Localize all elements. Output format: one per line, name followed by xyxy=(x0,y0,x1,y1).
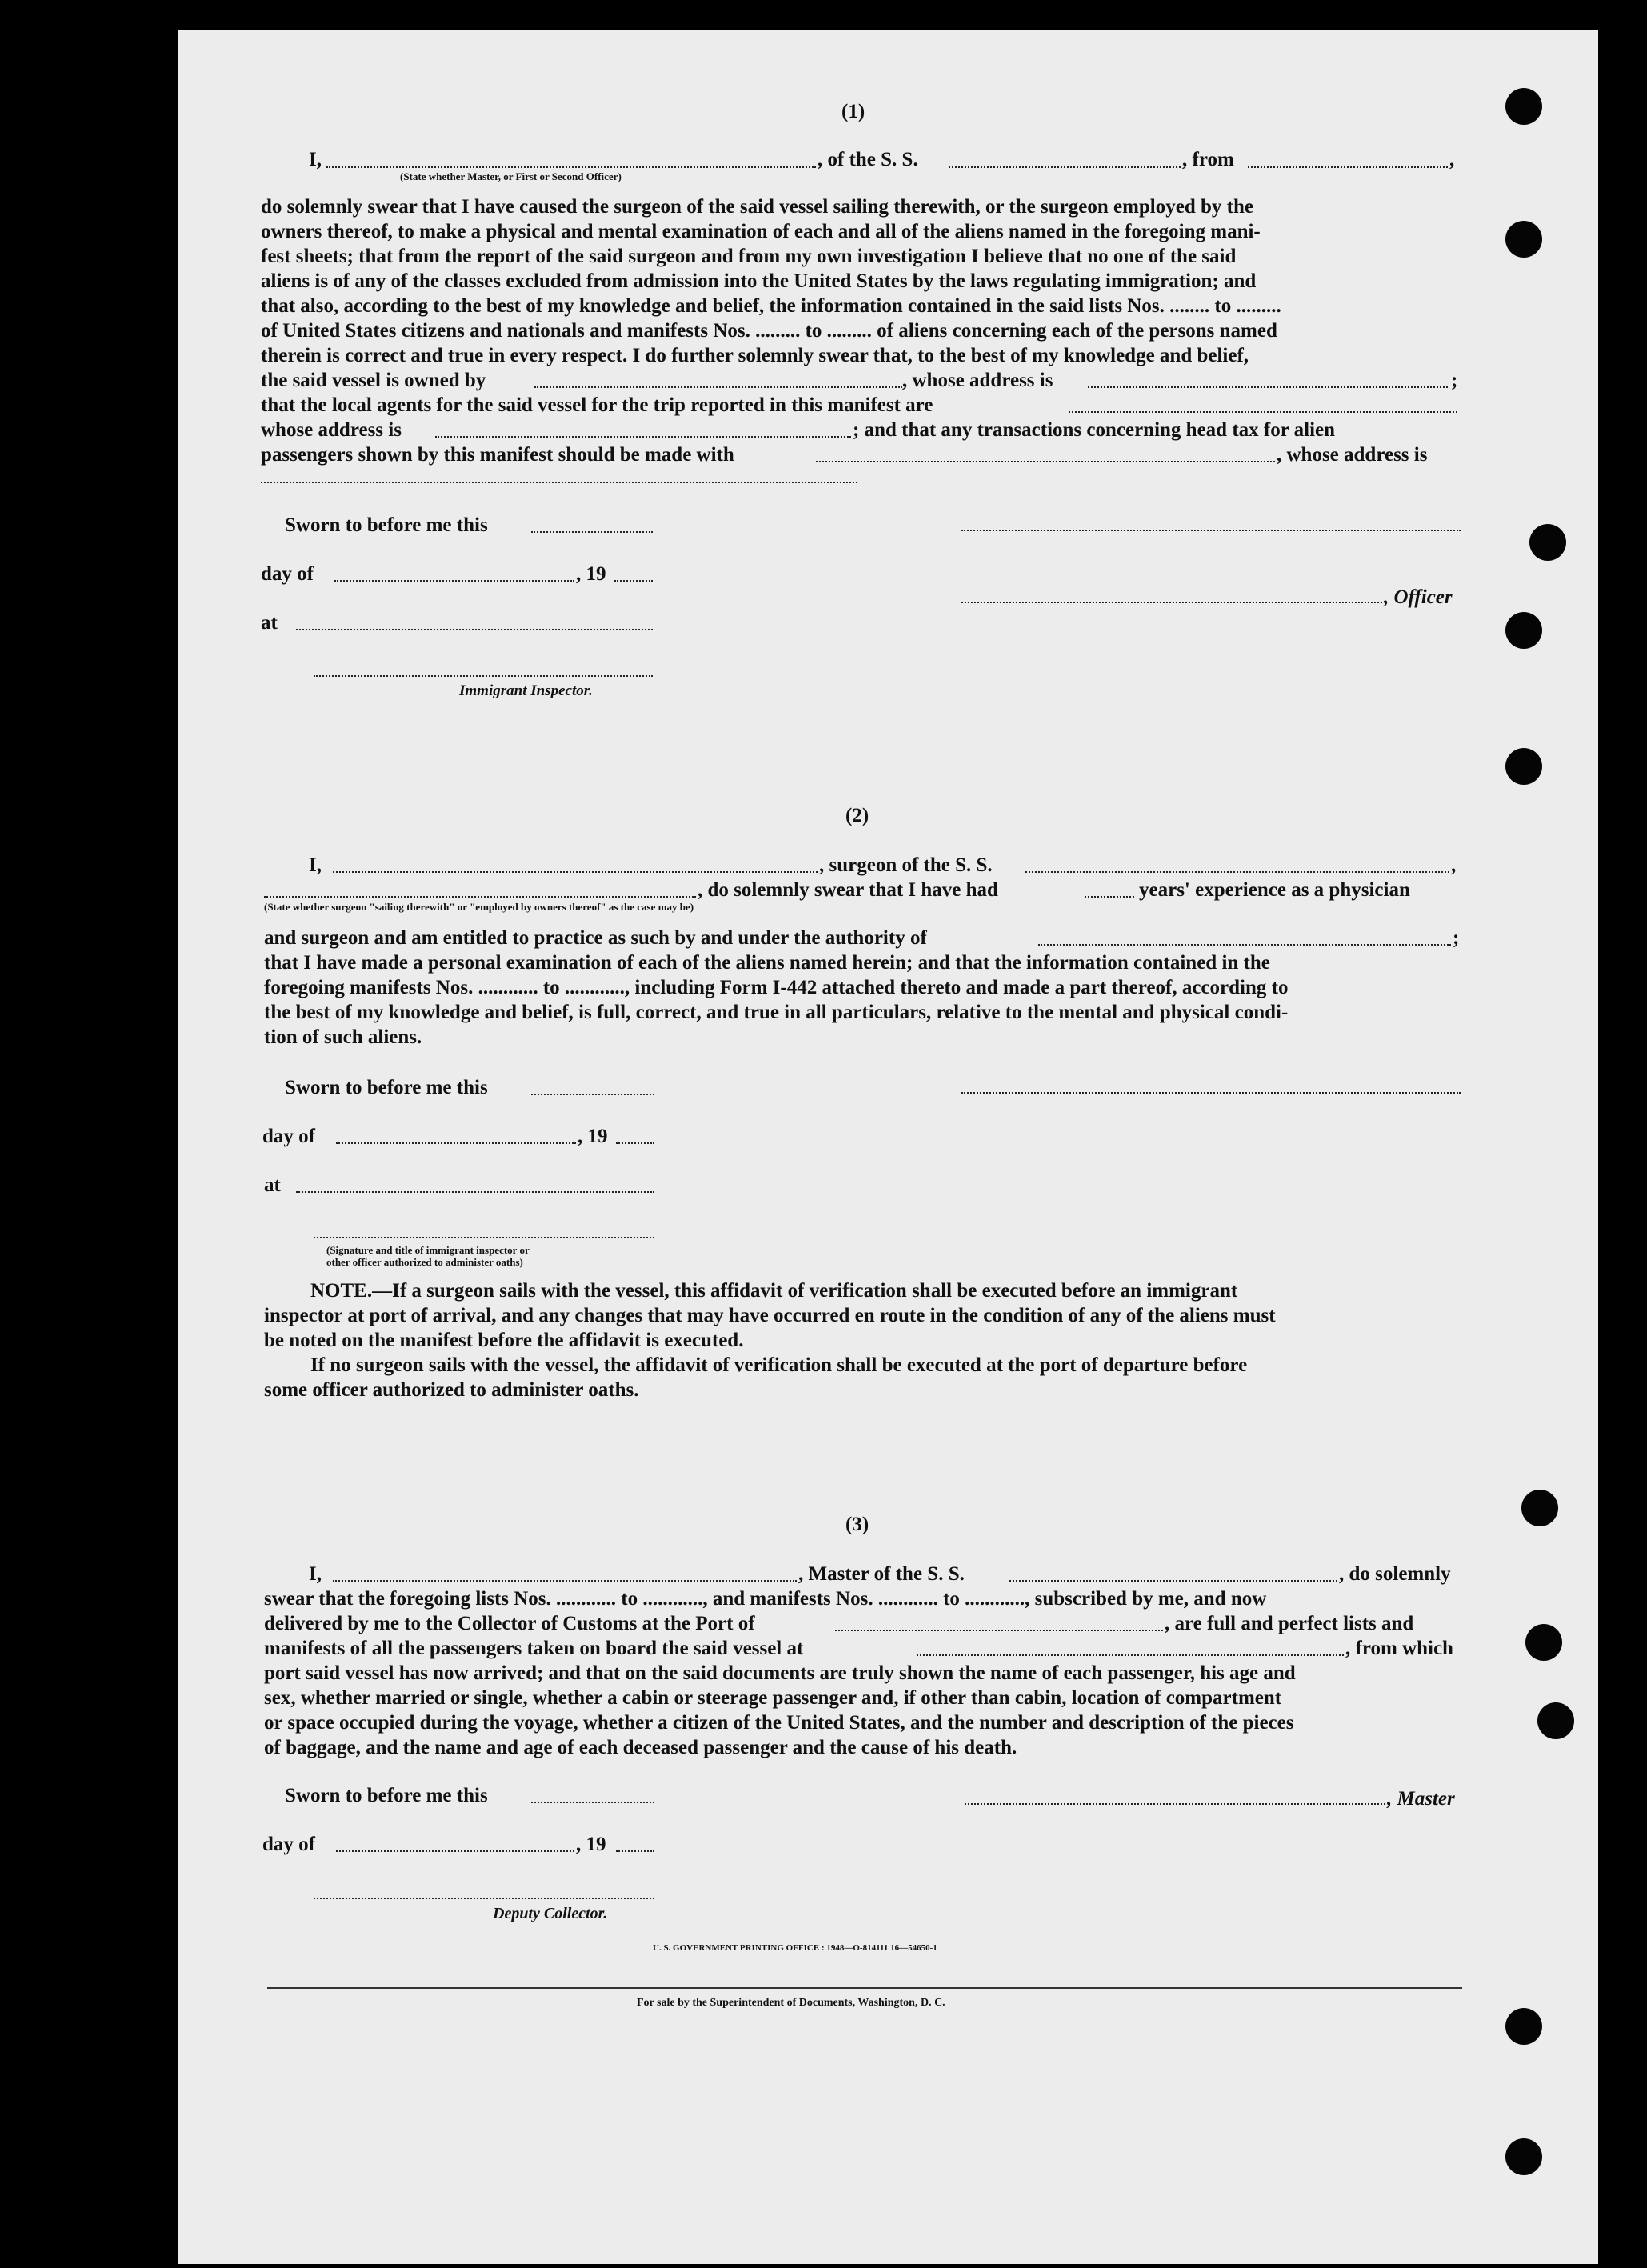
surgeon-type-field[interactable] xyxy=(264,896,696,898)
surgeon-of-label: , surgeon of the S. S. xyxy=(819,854,993,876)
sworn-day-field[interactable] xyxy=(531,1094,654,1095)
section1-line-7: therein is correct and true in every respect. I do further solemnly swear that, to the best of my knowledge and belief, xyxy=(261,345,1249,366)
local-agents-label: that the local agents for the said vessel for the trip reported in this manifest are xyxy=(261,394,933,416)
section3-line-1: swear that the foregoing lists Nos. ............ to ............, and manifests Nos. ............ to ............, subscribed by me, and now xyxy=(264,1588,1267,1610)
sworn-label: Sworn to before me this xyxy=(285,1785,488,1806)
punch-hole xyxy=(1529,524,1566,561)
note-line-4: If no surgeon sails with the vessel, the affidavit of verification shall be executed at the port of departure before xyxy=(310,1354,1248,1376)
sworn-label: Sworn to before me this xyxy=(285,1077,488,1098)
punch-hole xyxy=(1505,748,1542,785)
sworn-day-field[interactable] xyxy=(531,1802,654,1803)
punch-hole xyxy=(1505,221,1542,258)
punch-hole xyxy=(1537,1702,1574,1739)
sworn-month-field[interactable] xyxy=(336,1850,574,1852)
at-label: at xyxy=(261,612,278,634)
section2-line-3: the best of my knowledge and belief, is full, correct, and true in all particulars, relative to the mental and physical condi- xyxy=(264,1002,1289,1023)
punch-hole xyxy=(1525,1624,1562,1661)
collector-port-label: delivered by me to the Collector of Customs at the Port of xyxy=(264,1613,755,1634)
officer-label: , Officer xyxy=(1384,586,1453,608)
sworn-month-field[interactable] xyxy=(336,1142,576,1144)
head-tax-party-field[interactable] xyxy=(816,461,1275,462)
year-label: , 19 xyxy=(576,1834,606,1855)
sworn-year-field[interactable] xyxy=(616,1850,654,1852)
section3-line-5: sex, whether married or single, whether a cabin or steerage passenger and, if other than cabin, location of compartment xyxy=(264,1687,1282,1709)
officer-title-line[interactable] xyxy=(961,602,1382,603)
deputy-signature-line[interactable] xyxy=(314,1898,654,1899)
sworn-place-field[interactable] xyxy=(296,1191,654,1193)
master-signature-line[interactable] xyxy=(965,1803,1385,1805)
year-label: , 19 xyxy=(578,1126,608,1147)
punch-hole xyxy=(1505,88,1542,125)
semicolon: ; xyxy=(1451,370,1458,391)
surgeon-ship-field[interactable] xyxy=(1025,871,1449,873)
agent-address-label: whose address is xyxy=(261,419,402,441)
surgeon-type-note: (State whether surgeon "sailing therewith" or "employed by owners thereof" as the case may be) xyxy=(264,901,694,913)
at-label: at xyxy=(264,1174,281,1196)
inspector-signature-line[interactable] xyxy=(314,1237,654,1238)
section3-line-6: or space occupied during the voyage, whether a citizen of the United States, and the number and description of the pieces xyxy=(264,1712,1294,1734)
punch-hole xyxy=(1505,2008,1542,2045)
note-line-3: be noted on the manifest before the affidavit is executed. xyxy=(264,1330,744,1351)
day-of-label: day of xyxy=(262,1126,315,1147)
authority-field[interactable] xyxy=(1038,944,1451,946)
section1-line-4: aliens is of any of the classes excluded from admission into the United States by the laws regulating immigration; and xyxy=(261,270,1257,292)
section1-line-3: fest sheets; that from the report of the said surgeon and from my own investigation I believe that no one of the said xyxy=(261,246,1237,267)
owner-address-field[interactable] xyxy=(1088,386,1448,388)
master-label: , Master xyxy=(1387,1788,1455,1810)
section1-intro: I, xyxy=(309,149,322,170)
section1-line-5: that also, according to the best of my knowledge and belief, the information contained in the said lists Nos. ........ to ......... xyxy=(261,295,1281,317)
owned-by-label: the said vessel is owned by xyxy=(261,370,486,391)
sworn-label: Sworn to before me this xyxy=(285,514,488,536)
section2-line-1: that I have made a personal examination of each of the aliens named herein; and that the information contained in the xyxy=(264,952,1270,974)
head-tax-with-label: passengers shown by this manifest should be made with xyxy=(261,444,734,466)
sworn-day-field[interactable] xyxy=(531,531,653,533)
swear-experience-label: , do solemnly swear that I have had xyxy=(698,879,998,901)
officer-rank-note: (State whether Master, or First or Second Officer) xyxy=(400,170,622,182)
day-of-label: day of xyxy=(261,563,314,585)
day-of-label: day of xyxy=(262,1834,315,1855)
sworn-place-field[interactable] xyxy=(296,629,653,630)
authority-label: and surgeon and am entitled to practice as such by and under the authority of xyxy=(264,927,927,949)
ship-name-field[interactable] xyxy=(949,166,1181,168)
owner-field[interactable] xyxy=(534,386,902,388)
head-tax-address-label: , whose address is xyxy=(1277,444,1428,466)
note-line-1 xyxy=(310,1278,1237,1303)
collector-port-field[interactable] xyxy=(835,1630,1163,1631)
sworn-year-field[interactable] xyxy=(616,1142,654,1144)
head-tax-address-field[interactable] xyxy=(261,482,857,483)
section1-line-6: of United States citizens and nationals and manifests Nos. ......... to ......... of aliens concerning each of the persons named xyxy=(261,320,1277,342)
section2-number: (2) xyxy=(845,805,869,826)
section2-intro: I, xyxy=(309,854,322,876)
surgeon-name-field[interactable] xyxy=(333,871,818,873)
section2-line-2: foregoing manifests Nos. ............ to ............, including Form I-442 attached thereto and made a part thereof, according to xyxy=(264,977,1289,998)
sworn-year-field[interactable] xyxy=(614,580,653,582)
note-line-5: some officer authorized to administer oaths. xyxy=(264,1379,639,1401)
note-line-2: inspector at port of arrival, and any changes that may have occurred en route in the condition of any of the aliens must xyxy=(264,1305,1276,1326)
years-label: years' experience as a physician xyxy=(1139,879,1410,901)
punch-hole xyxy=(1505,612,1542,649)
departure-port-field[interactable] xyxy=(1248,166,1448,168)
of-the-ss-label: , of the S. S. xyxy=(818,149,918,170)
officer-name-field[interactable] xyxy=(326,166,816,168)
full-perfect-label: , are full and perfect lists and xyxy=(1165,1613,1414,1634)
printing-imprint: U. S. GOVERNMENT PRINTING OFFICE : 1948—O-814111 16—54650-1 xyxy=(653,1943,937,1953)
section1-line-1: do solemnly swear that I have caused the surgeon of the said vessel sailing therewith, or the surgeon employed by the xyxy=(261,196,1253,218)
master-name-field[interactable] xyxy=(333,1580,797,1582)
sale-notice: For sale by the Superintendent of Documents, Washington, D. C. xyxy=(637,1997,945,2009)
year-label: , 19 xyxy=(576,563,606,585)
master-of-label: , Master of the S. S. xyxy=(798,1563,965,1585)
section3-line-4: port said vessel has now arrived; and that on the said documents are truly shown the name of each passenger, his age and xyxy=(264,1662,1296,1684)
officer-signature-line[interactable] xyxy=(961,530,1461,531)
inspector-signature-line[interactable] xyxy=(314,675,653,677)
semicolon: ; xyxy=(1453,927,1460,949)
owner-address-label: , whose address is xyxy=(902,370,1053,391)
section1-line-2: owners thereof, to make a physical and mental examination of each and all of the aliens named in the foregoing mani- xyxy=(261,221,1261,242)
head-tax-text: ; and that any transactions concerning head tax for alien xyxy=(853,419,1336,441)
swear-label: , do solemnly xyxy=(1339,1563,1451,1585)
section3-number: (3) xyxy=(845,1514,869,1535)
boarding-port-label: manifests of all the passengers taken on board the said vessel at xyxy=(264,1638,804,1659)
inspector-label: Immigrant Inspector. xyxy=(459,682,593,699)
surgeon-signature-line[interactable] xyxy=(961,1092,1461,1094)
comma: , xyxy=(1451,854,1457,876)
from-label: , from xyxy=(1182,149,1234,170)
boarding-port-field[interactable] xyxy=(917,1654,1344,1656)
section3-line-7: of baggage, and the name and age of each deceased passenger and the cause of his death. xyxy=(264,1737,1017,1758)
local-agents-field[interactable] xyxy=(1069,411,1457,413)
master-ship-field[interactable] xyxy=(1009,1580,1337,1582)
signature-note-1: (Signature and title of immigrant inspector or xyxy=(326,1244,530,1256)
section1-number: (1) xyxy=(841,101,865,122)
sworn-month-field[interactable] xyxy=(334,580,574,582)
section3-intro: I, xyxy=(309,1563,322,1585)
signature-note-2: other officer authorized to administer oaths) xyxy=(326,1256,523,1268)
comma: , xyxy=(1449,149,1455,170)
note-text: —If a surgeon sails with the vessel, this affidavit of verification shall be executed before an immigrant xyxy=(372,1280,1238,1302)
footer-rule xyxy=(267,1987,1462,1989)
agent-address-field[interactable] xyxy=(435,436,851,438)
from-which-label: , from which xyxy=(1345,1638,1453,1659)
punch-hole xyxy=(1505,2138,1542,2175)
deputy-label: Deputy Collector. xyxy=(493,1905,608,1922)
section2-line-4: tion of such aliens. xyxy=(264,1026,422,1048)
punch-hole xyxy=(1521,1490,1558,1526)
note-label: NOTE. xyxy=(310,1280,373,1302)
years-experience-field[interactable] xyxy=(1085,896,1134,898)
